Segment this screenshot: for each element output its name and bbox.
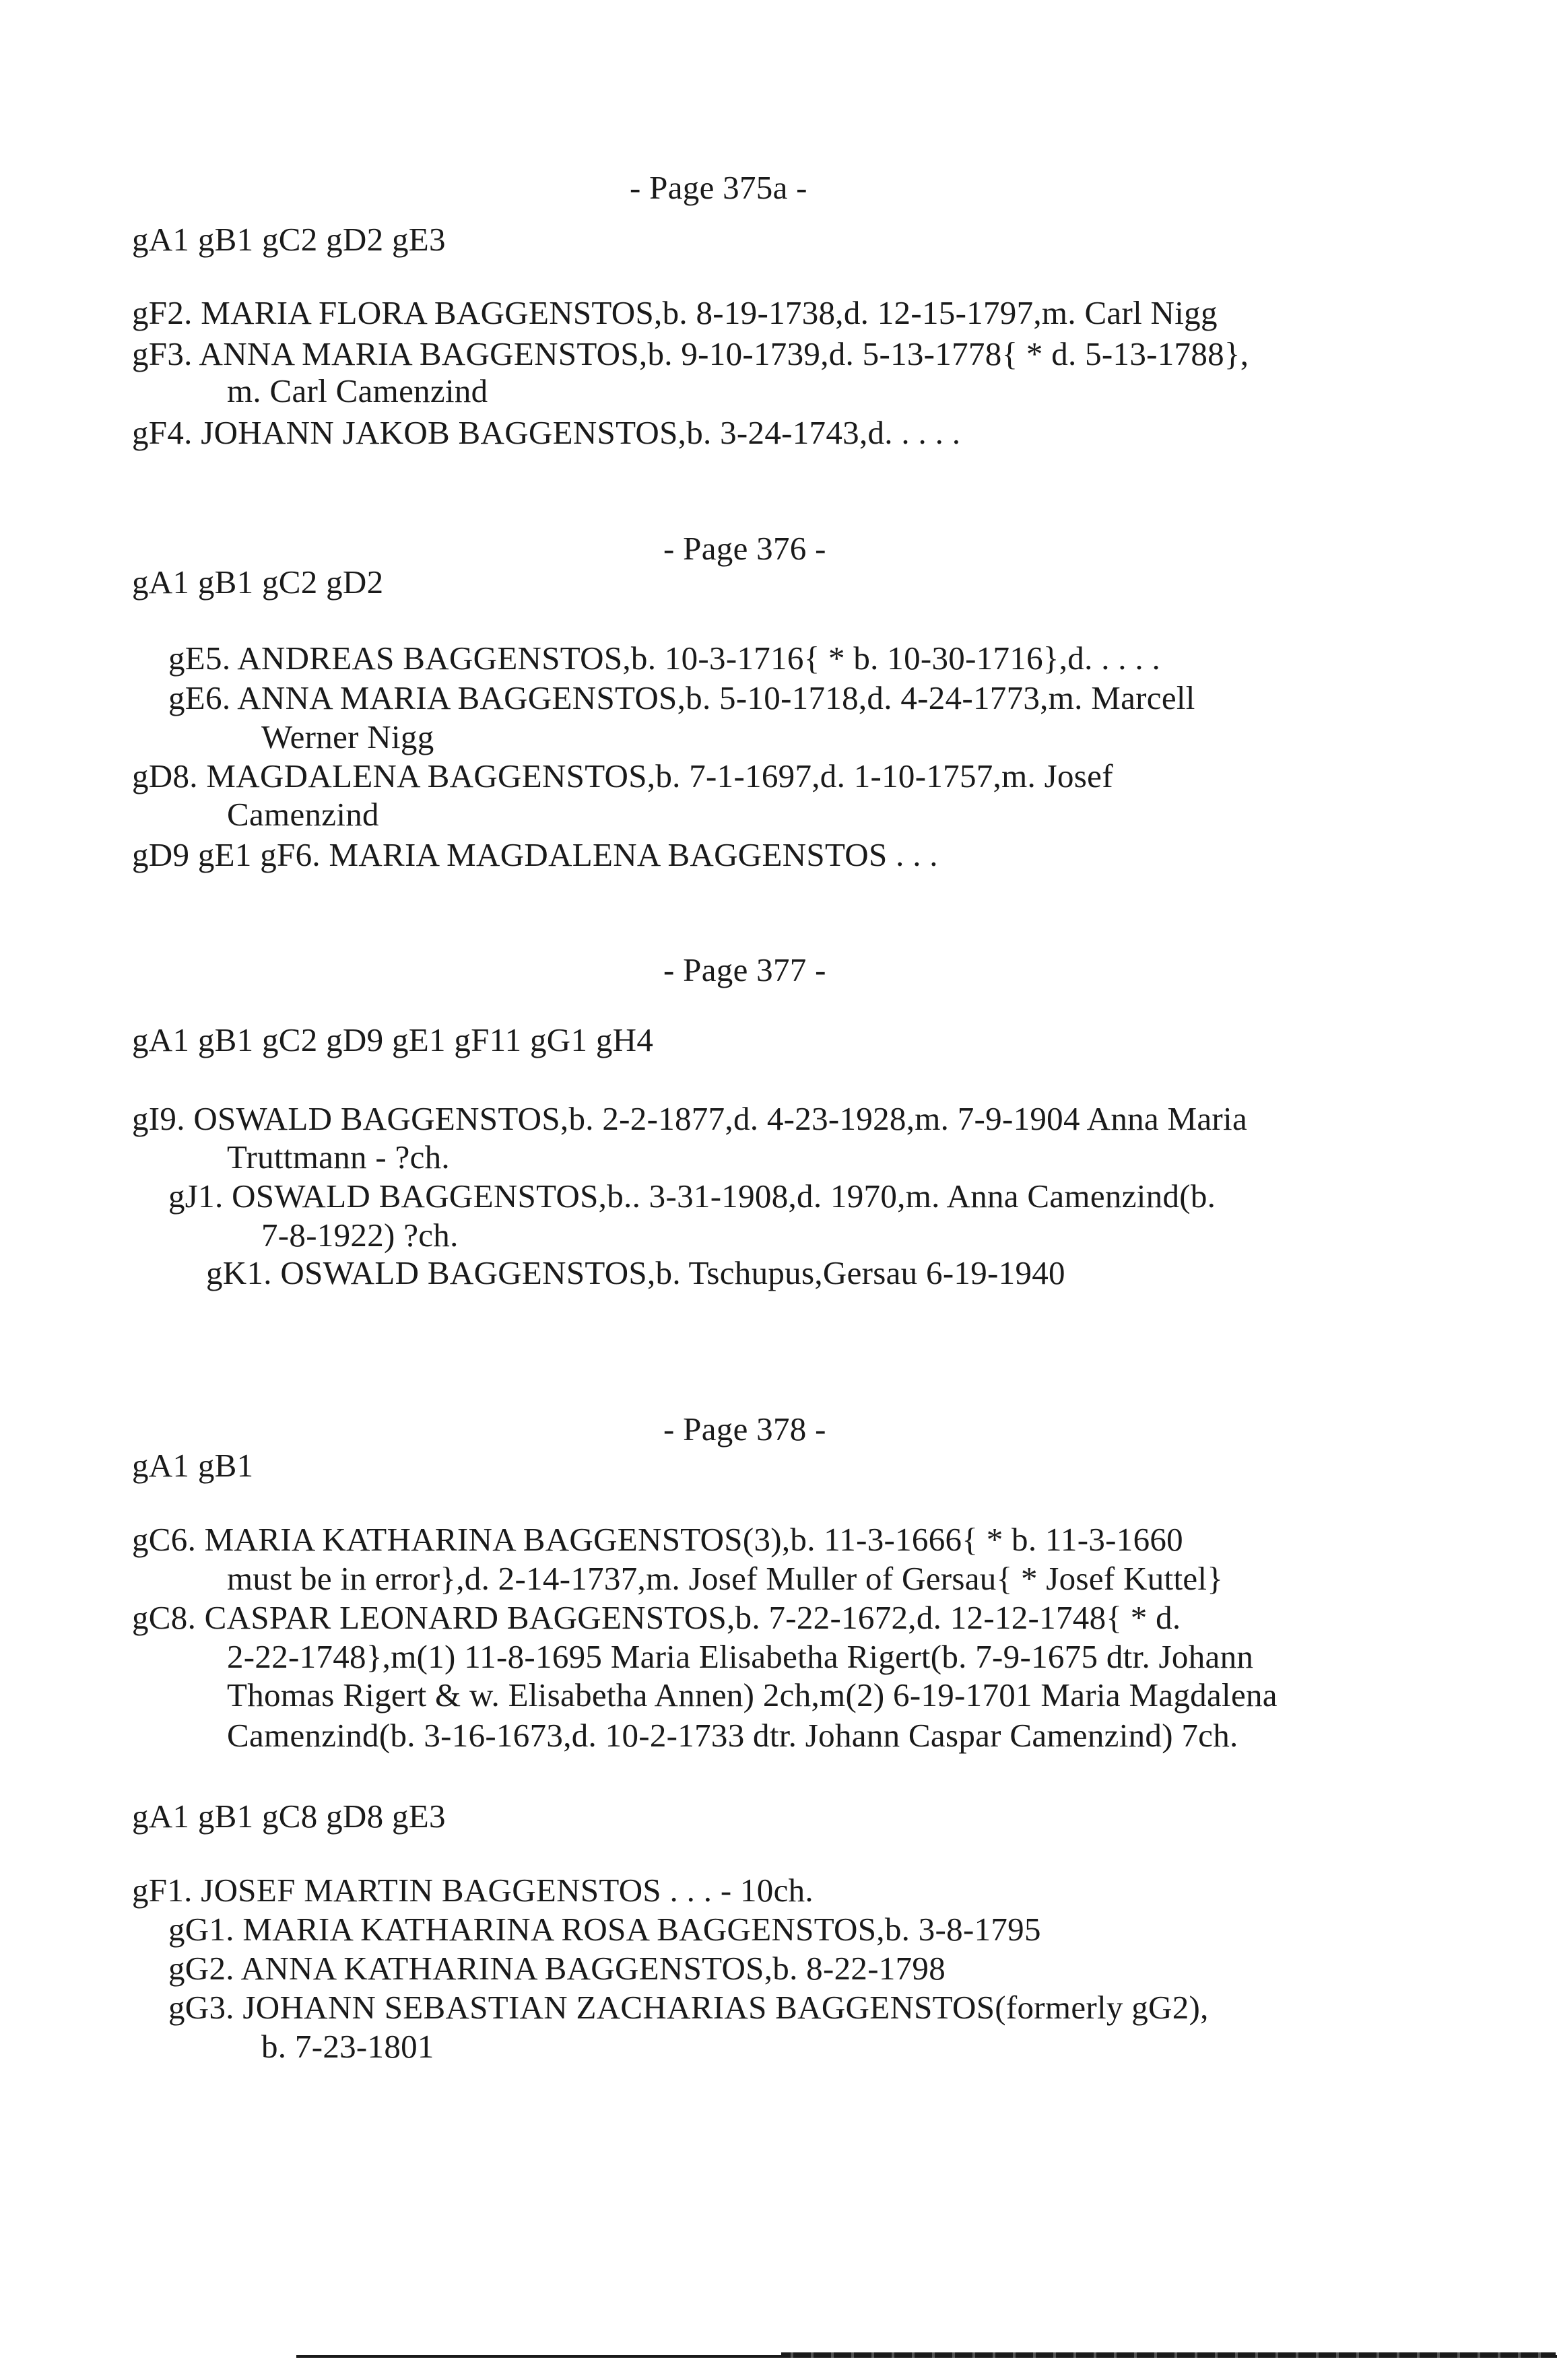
entry-line: Camenzind [227, 796, 379, 833]
page-label-378: - Page 378 - [663, 1410, 826, 1448]
entry-line: b. 7-23-1801 [261, 2028, 434, 2065]
scan-edge-marks [781, 2352, 1556, 2358]
lineage-line: gA1 gB1 gC2 gD2 [132, 564, 384, 601]
lineage-line: gA1 gB1 gC2 gD9 gE1 gF11 gG1 gH4 [132, 1021, 654, 1058]
entry-line: gF2. MARIA FLORA BAGGENSTOS,b. 8-19-1738,d. 12-15-1797,m. Carl Nigg [132, 294, 1218, 331]
entry-line: must be in error},d. 2-14-1737,m. Josef Muller of Gersau{ * Josef Kuttel} [227, 1560, 1224, 1597]
entry-line: gE6. ANNA MARIA BAGGENSTOS,b. 5-10-1718,d. 4-24-1773,m. Marcell [168, 679, 1195, 716]
entry-line: Thomas Rigert & w. Elisabetha Annen) 2ch,m(2) 6-19-1701 Maria Magdalena [227, 1676, 1278, 1713]
entry-line: gC6. MARIA KATHARINA BAGGENSTOS(3),b. 11-3-1666{ * b. 11-3-1660 [132, 1521, 1183, 1558]
entry-line: Truttmann - ?ch. [227, 1138, 450, 1176]
entry-line: gI9. OSWALD BAGGENSTOS,b. 2-2-1877,d. 4-23-1928,m. 7-9-1904 Anna Maria [132, 1100, 1248, 1137]
entry-line: gF1. JOSEF MARTIN BAGGENSTOS . . . - 10ch. [132, 1872, 814, 1909]
entry-line: gJ1. OSWALD BAGGENSTOS,b.. 3-31-1908,d. 1970,m. Anna Camenzind(b. [168, 1178, 1216, 1215]
entry-line: gE5. ANDREAS BAGGENSTOS,b. 10-3-1716{ * b. 10-30-1716},d. . . . . [168, 640, 1161, 677]
entry-line: gG2. ANNA KATHARINA BAGGENSTOS,b. 8-22-1798 [168, 1950, 946, 1987]
entry-line: Camenzind(b. 3-16-1673,d. 10-2-1733 dtr. Johann Caspar Camenzind) 7ch. [227, 1717, 1238, 1754]
page-label-376: - Page 376 - [663, 530, 826, 567]
entry-line: Werner Nigg [261, 718, 434, 755]
entry-line: 7-8-1922) ?ch. [261, 1217, 459, 1254]
entry-line: gG3. JOHANN SEBASTIAN ZACHARIAS BAGGENSTOS(formerly gG2), [168, 1989, 1209, 2026]
entry-line: m. Carl Camenzind [227, 372, 488, 409]
entry-line: gD8. MAGDALENA BAGGENSTOS,b. 7-1-1697,d. 1-10-1757,m. Josef [132, 757, 1113, 794]
page-label-377: - Page 377 - [663, 951, 826, 988]
entry-line: gC8. CASPAR LEONARD BAGGENSTOS,b. 7-22-1672,d. 12-12-1748{ * d. [132, 1599, 1181, 1636]
entry-line: 2-22-1748},m(1) 11-8-1695 Maria Elisabetha Rigert(b. 7-9-1675 dtr. Johann [227, 1638, 1254, 1675]
entry-line: gG1. MARIA KATHARINA ROSA BAGGENSTOS,b. 3-8-1795 [168, 1911, 1041, 1948]
lineage-line: gA1 gB1 [132, 1447, 254, 1484]
page-label-375a: - Page 375a - [630, 169, 807, 206]
entry-line: gF4. JOHANN JAKOB BAGGENSTOS,b. 3-24-1743,d. . . . . [132, 414, 961, 451]
entry-line: gD9 gE1 gF6. MARIA MAGDALENA BAGGENSTOS . . . [132, 836, 938, 873]
lineage-line: gA1 gB1 gC8 gD8 gE3 [132, 1798, 446, 1835]
entry-line: gK1. OSWALD BAGGENSTOS,b. Tschupus,Gersau 6-19-1940 [206, 1254, 1065, 1291]
entry-line: gF3. ANNA MARIA BAGGENSTOS,b. 9-10-1739,d. 5-13-1778{ * d. 5-13-1788}, [132, 335, 1249, 372]
lineage-line: gA1 gB1 gC2 gD2 gE3 [132, 221, 446, 258]
